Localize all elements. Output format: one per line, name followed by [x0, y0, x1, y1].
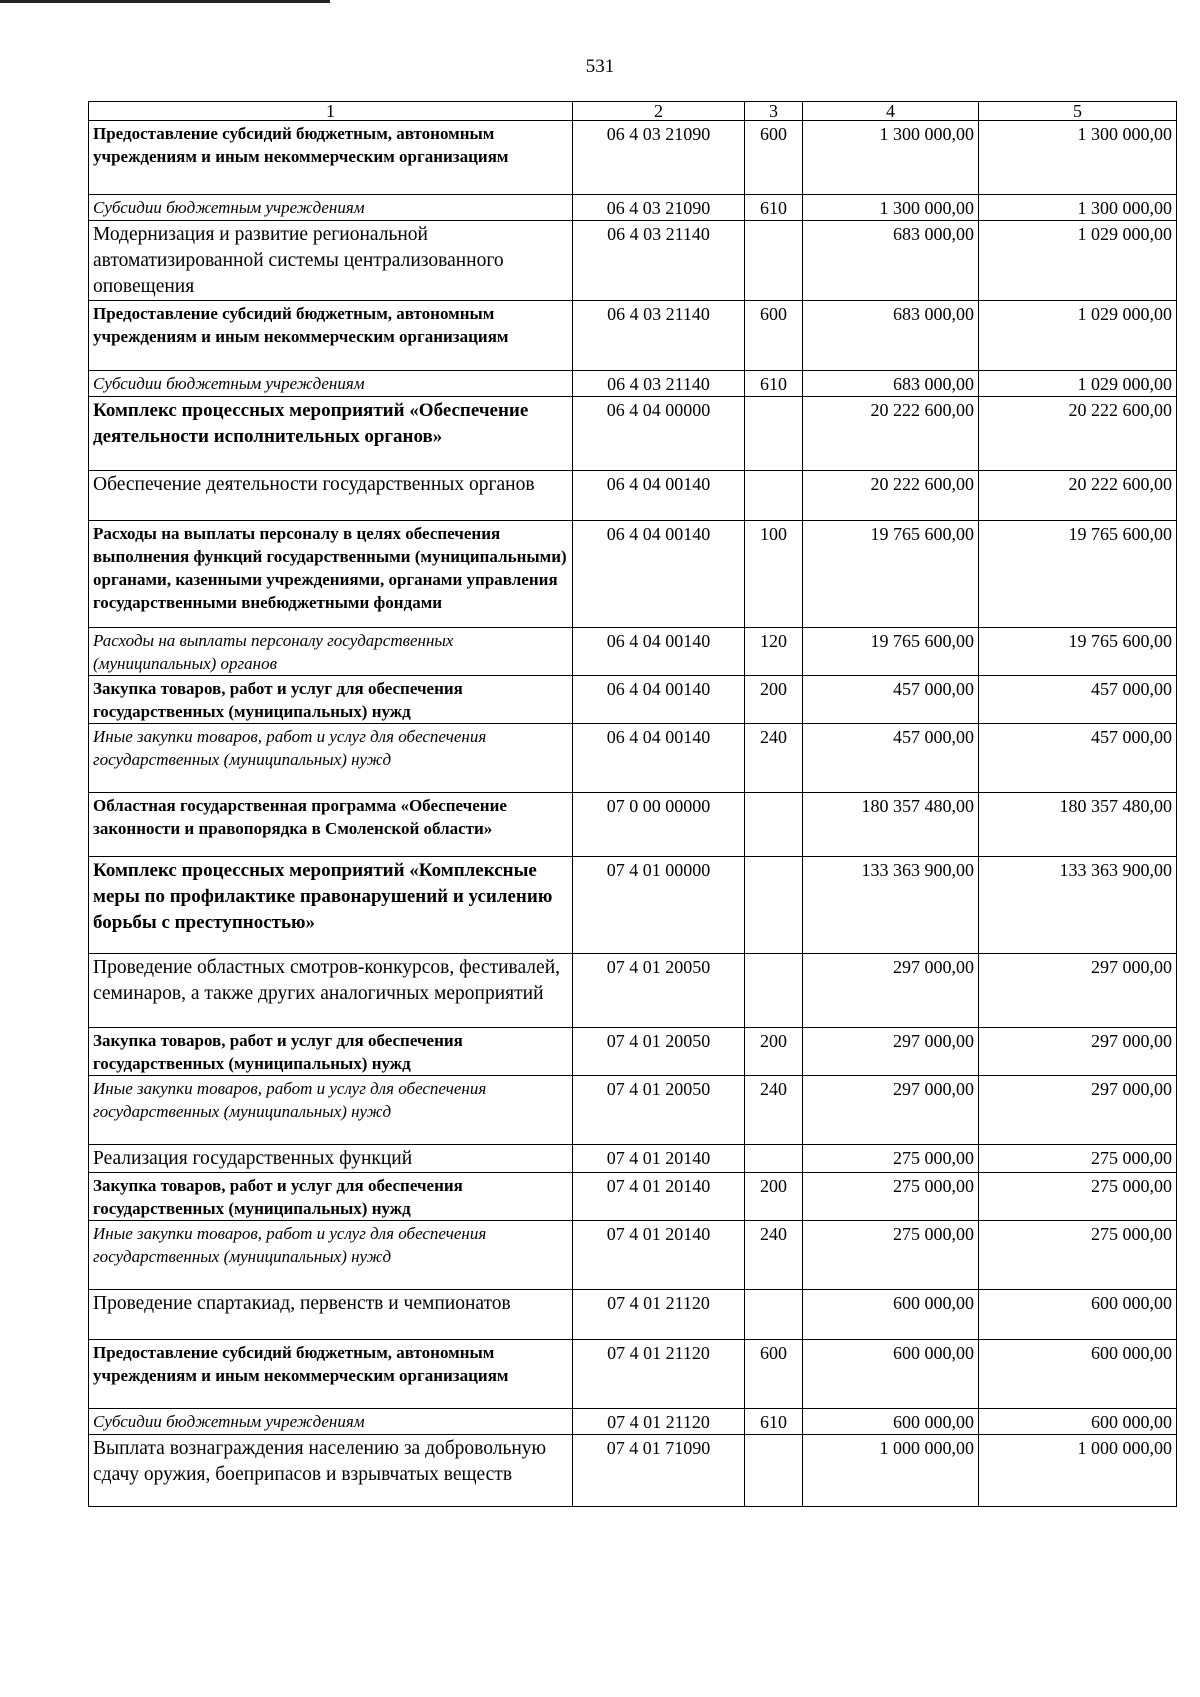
column-header: 4: [803, 102, 979, 121]
row-name: Предоставление субсидий бюджетным, автономным учреждениям и иным некоммерческим организациям: [89, 1340, 573, 1409]
table-row: [89, 301, 1177, 371]
table-row: [89, 1409, 1177, 1435]
row-amount-col4: 275 000,00: [803, 1145, 979, 1173]
row-code: 07 4 01 20140: [573, 1173, 745, 1221]
table-row: [89, 1028, 1177, 1076]
table-row: [89, 1173, 1177, 1221]
row-expense-type: [745, 1435, 803, 1507]
row-amount-col4: 180 357 480,00: [803, 793, 979, 857]
row-amount-col5: 275 000,00: [979, 1221, 1177, 1290]
row-amount-col4: 683 000,00: [803, 301, 979, 371]
row-amount-col5: 1 300 000,00: [979, 121, 1177, 195]
row-code: 07 4 01 20050: [573, 954, 745, 1028]
row-name: Проведение спартакиад, первенств и чемпионатов: [89, 1290, 573, 1340]
row-expense-type: [745, 221, 803, 301]
row-amount-col5: 180 357 480,00: [979, 793, 1177, 857]
row-code: 06 4 03 21140: [573, 301, 745, 371]
row-expense-type: [745, 954, 803, 1028]
budget-table: [88, 101, 1177, 1507]
row-expense-type: 200: [745, 1028, 803, 1076]
row-name: Предоставление субсидий бюджетным, автономным учреждениям и иным некоммерческим организациям: [89, 121, 573, 195]
row-amount-col5: 297 000,00: [979, 1076, 1177, 1145]
row-name: Иные закупки товаров, работ и услуг для обеспечения государственных (муниципальных) нужд: [89, 724, 573, 793]
row-amount-col5: 297 000,00: [979, 954, 1177, 1028]
row-expense-type: 600: [745, 1340, 803, 1409]
table-row: [89, 1076, 1177, 1145]
row-amount-col5: 19 765 600,00: [979, 628, 1177, 676]
row-amount-col4: 683 000,00: [803, 371, 979, 397]
column-header: 5: [979, 102, 1177, 121]
row-name: Закупка товаров, работ и услуг для обеспечения государственных (муниципальных) нужд: [89, 676, 573, 724]
row-expense-type: [745, 397, 803, 471]
row-name: Закупка товаров, работ и услуг для обеспечения государственных (муниципальных) нужд: [89, 1028, 573, 1076]
table-row: [89, 371, 1177, 397]
row-code: 06 4 04 00140: [573, 676, 745, 724]
table-row: [89, 724, 1177, 793]
row-amount-col4: 1 300 000,00: [803, 195, 979, 221]
row-name: Областная государственная программа «Обеспечение законности и правопорядка в Смоленской области»: [89, 793, 573, 857]
row-expense-type: 200: [745, 1173, 803, 1221]
table-row: [89, 1435, 1177, 1507]
row-amount-col4: 297 000,00: [803, 1076, 979, 1145]
row-name: Выплата вознаграждения населению за добровольную сдачу оружия, боеприпасов и взрывчатых веществ: [89, 1435, 573, 1507]
row-name: Субсидии бюджетным учреждениям: [89, 195, 573, 221]
row-name: Комплекс процессных мероприятий «Комплексные меры по профилактике правонарушений и усилению борьбы с преступностью»: [89, 857, 573, 954]
row-amount-col4: 600 000,00: [803, 1290, 979, 1340]
row-amount-col5: 20 222 600,00: [979, 471, 1177, 521]
row-amount-col5: 275 000,00: [979, 1173, 1177, 1221]
table-row: [89, 793, 1177, 857]
row-name: Иные закупки товаров, работ и услуг для обеспечения государственных (муниципальных) нужд: [89, 1221, 573, 1290]
table-row: [89, 521, 1177, 628]
table-row: [89, 954, 1177, 1028]
row-amount-col5: 19 765 600,00: [979, 521, 1177, 628]
row-code: 06 4 04 00000: [573, 397, 745, 471]
row-amount-col5: 457 000,00: [979, 724, 1177, 793]
row-amount-col5: 297 000,00: [979, 1028, 1177, 1076]
row-amount-col5: 1 029 000,00: [979, 301, 1177, 371]
row-amount-col4: 19 765 600,00: [803, 628, 979, 676]
row-name: Обеспечение деятельности государственных органов: [89, 471, 573, 521]
row-amount-col4: 20 222 600,00: [803, 471, 979, 521]
table-row: [89, 1290, 1177, 1340]
row-expense-type: [745, 1290, 803, 1340]
row-amount-col5: 600 000,00: [979, 1340, 1177, 1409]
table-row: [89, 397, 1177, 471]
column-header: 1: [89, 102, 573, 121]
row-expense-type: [745, 471, 803, 521]
row-amount-col5: 1 300 000,00: [979, 195, 1177, 221]
table-row: [89, 857, 1177, 954]
row-expense-type: 610: [745, 371, 803, 397]
row-amount-col4: 297 000,00: [803, 954, 979, 1028]
column-header: 3: [745, 102, 803, 121]
row-code: 06 4 03 21090: [573, 195, 745, 221]
row-expense-type: 240: [745, 724, 803, 793]
row-expense-type: [745, 793, 803, 857]
row-code: 06 4 03 21140: [573, 371, 745, 397]
row-expense-type: [745, 857, 803, 954]
row-code: 07 4 01 21120: [573, 1409, 745, 1435]
row-code: 07 4 01 21120: [573, 1290, 745, 1340]
row-name: Закупка товаров, работ и услуг для обеспечения государственных (муниципальных) нужд: [89, 1173, 573, 1221]
row-code: 07 4 01 20050: [573, 1028, 745, 1076]
row-amount-col5: 457 000,00: [979, 676, 1177, 724]
row-code: 06 4 04 00140: [573, 724, 745, 793]
row-expense-type: 600: [745, 121, 803, 195]
row-code: 07 4 01 21120: [573, 1340, 745, 1409]
row-amount-col4: 133 363 900,00: [803, 857, 979, 954]
row-name: Субсидии бюджетным учреждениям: [89, 371, 573, 397]
row-amount-col5: 275 000,00: [979, 1145, 1177, 1173]
row-code: 06 4 04 00140: [573, 471, 745, 521]
row-amount-col4: 19 765 600,00: [803, 521, 979, 628]
top-rule: [0, 0, 330, 3]
row-name: Субсидии бюджетным учреждениям: [89, 1409, 573, 1435]
row-code: 06 4 04 00140: [573, 628, 745, 676]
row-name: Модернизация и развитие региональной автоматизированной системы централизованного оповещения: [89, 221, 573, 301]
row-amount-col4: 600 000,00: [803, 1340, 979, 1409]
row-expense-type: 120: [745, 628, 803, 676]
row-amount-col4: 600 000,00: [803, 1409, 979, 1435]
row-code: 07 4 01 20140: [573, 1145, 745, 1173]
table-row: [89, 676, 1177, 724]
row-amount-col5: 20 222 600,00: [979, 397, 1177, 471]
column-header: 2: [573, 102, 745, 121]
row-amount-col4: 297 000,00: [803, 1028, 979, 1076]
row-expense-type: 240: [745, 1076, 803, 1145]
table-row: [89, 221, 1177, 301]
table-row: [89, 195, 1177, 221]
row-amount-col4: 20 222 600,00: [803, 397, 979, 471]
row-amount-col5: 133 363 900,00: [979, 857, 1177, 954]
row-code: 07 4 01 20050: [573, 1076, 745, 1145]
row-code: 06 4 03 21090: [573, 121, 745, 195]
table-row: [89, 1340, 1177, 1409]
row-amount-col4: 457 000,00: [803, 724, 979, 793]
row-expense-type: 200: [745, 676, 803, 724]
row-amount-col5: 1 029 000,00: [979, 371, 1177, 397]
row-amount-col5: 600 000,00: [979, 1409, 1177, 1435]
table-row: [89, 1145, 1177, 1173]
row-name: Предоставление субсидий бюджетным, автономным учреждениям и иным некоммерческим организациям: [89, 301, 573, 371]
row-amount-col4: 1 300 000,00: [803, 121, 979, 195]
row-code: 07 4 01 00000: [573, 857, 745, 954]
row-code: 07 4 01 71090: [573, 1435, 745, 1507]
row-name: Иные закупки товаров, работ и услуг для обеспечения государственных (муниципальных) нужд: [89, 1076, 573, 1145]
row-amount-col5: 1 000 000,00: [979, 1435, 1177, 1507]
row-amount-col4: 683 000,00: [803, 221, 979, 301]
row-code: 06 4 03 21140: [573, 221, 745, 301]
row-code: 07 4 01 20140: [573, 1221, 745, 1290]
header-row: [89, 102, 1177, 121]
row-name: Расходы на выплаты персоналу в целях обеспечения выполнения функций государственными (муниципальными) органами, казенными учреждениями, органами управления государственными внебюджетными фондами: [89, 521, 573, 628]
page-number: 531: [585, 56, 615, 77]
row-name: Комплекс процессных мероприятий «Обеспечение деятельности исполнительных органов»: [89, 397, 573, 471]
row-amount-col4: 275 000,00: [803, 1173, 979, 1221]
table-body: [89, 121, 1177, 1507]
row-code: 07 0 00 00000: [573, 793, 745, 857]
row-name: Проведение областных смотров-конкурсов, фестивалей, семинаров, а также других аналогичных мероприятий: [89, 954, 573, 1028]
table-row: [89, 1221, 1177, 1290]
row-code: 06 4 04 00140: [573, 521, 745, 628]
row-expense-type: 600: [745, 301, 803, 371]
row-amount-col4: 457 000,00: [803, 676, 979, 724]
row-amount-col5: 600 000,00: [979, 1290, 1177, 1340]
row-amount-col4: 1 000 000,00: [803, 1435, 979, 1507]
table-row: [89, 628, 1177, 676]
row-expense-type: 610: [745, 195, 803, 221]
row-expense-type: 610: [745, 1409, 803, 1435]
row-expense-type: 100: [745, 521, 803, 628]
row-amount-col5: 1 029 000,00: [979, 221, 1177, 301]
row-name: Реализация государственных функций: [89, 1145, 573, 1173]
table-row: [89, 471, 1177, 521]
table-row: [89, 121, 1177, 195]
row-expense-type: [745, 1145, 803, 1173]
row-amount-col4: 275 000,00: [803, 1221, 979, 1290]
row-name: Расходы на выплаты персоналу государственных (муниципальных) органов: [89, 628, 573, 676]
row-expense-type: 240: [745, 1221, 803, 1290]
